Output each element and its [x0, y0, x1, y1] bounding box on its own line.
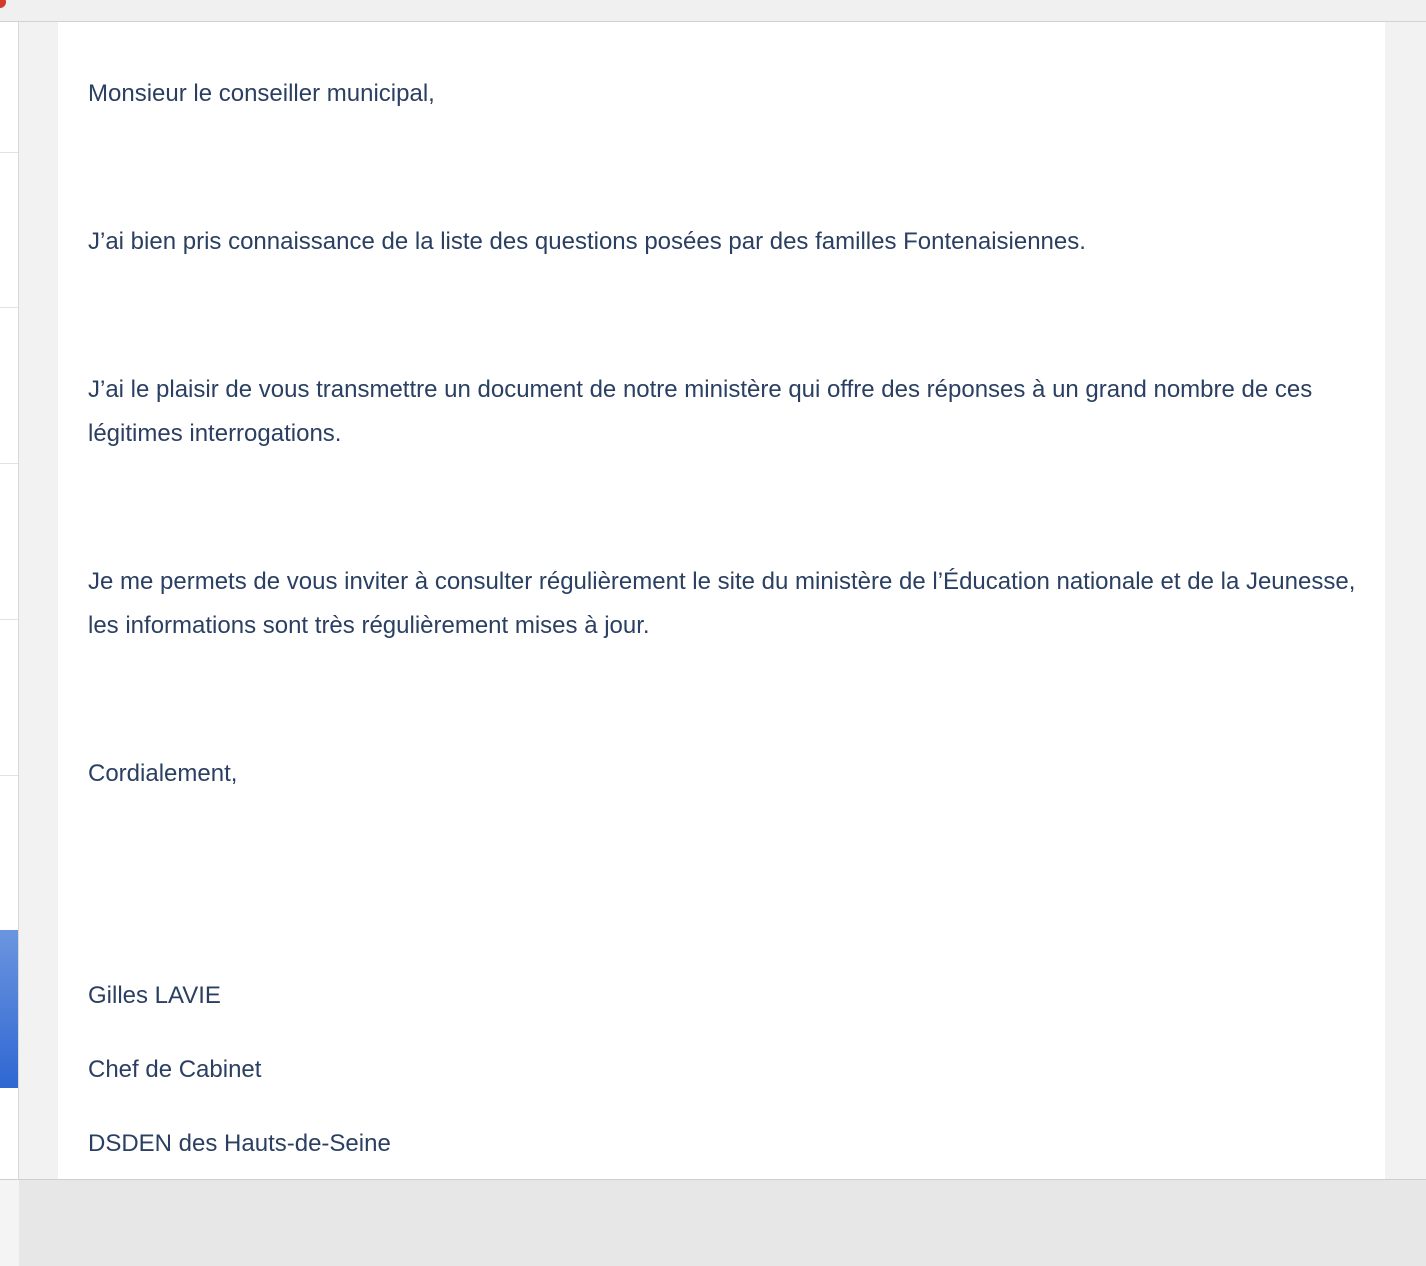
signature-title: Chef de Cabinet	[88, 1056, 262, 1083]
email-paragraph-1: J’ai bien pris connaissance de la liste des questions posées par des familles Fontenaisiennes.	[88, 228, 1086, 255]
notification-badge-icon	[0, 0, 6, 8]
message-pane	[58, 22, 1385, 1179]
list-divider	[0, 463, 18, 464]
list-divider	[0, 307, 18, 308]
list-divider	[0, 152, 18, 153]
list-divider	[0, 619, 18, 620]
email-greeting: Monsieur le conseiller municipal,	[88, 80, 435, 107]
signature-organization: DSDEN des Hauts-de-Seine	[88, 1130, 391, 1157]
message-list-sidebar[interactable]	[0, 22, 19, 1179]
top-toolbar	[0, 0, 1426, 22]
bottom-bar	[19, 1179, 1426, 1266]
email-closing: Cordialement,	[88, 760, 238, 787]
selected-list-item[interactable]	[0, 930, 18, 1088]
signature-name: Gilles LAVIE	[88, 982, 221, 1009]
sidebar-footer	[0, 1179, 19, 1266]
message-body	[88, 72, 1358, 1166]
reading-area	[19, 22, 1426, 1179]
email-paragraph-3: Je me permets de vous inviter à consulter régulièrement le site du ministère de l’Éducation nationale et de la Jeunesse, les informations sont très régulièrement mises à jour.	[88, 568, 1356, 639]
list-divider	[0, 775, 18, 776]
email-paragraph-2: J’ai le plaisir de vous transmettre un document de notre ministère qui offre des réponses à un grand nombre de ces légitimes interrogations.	[88, 376, 1313, 447]
